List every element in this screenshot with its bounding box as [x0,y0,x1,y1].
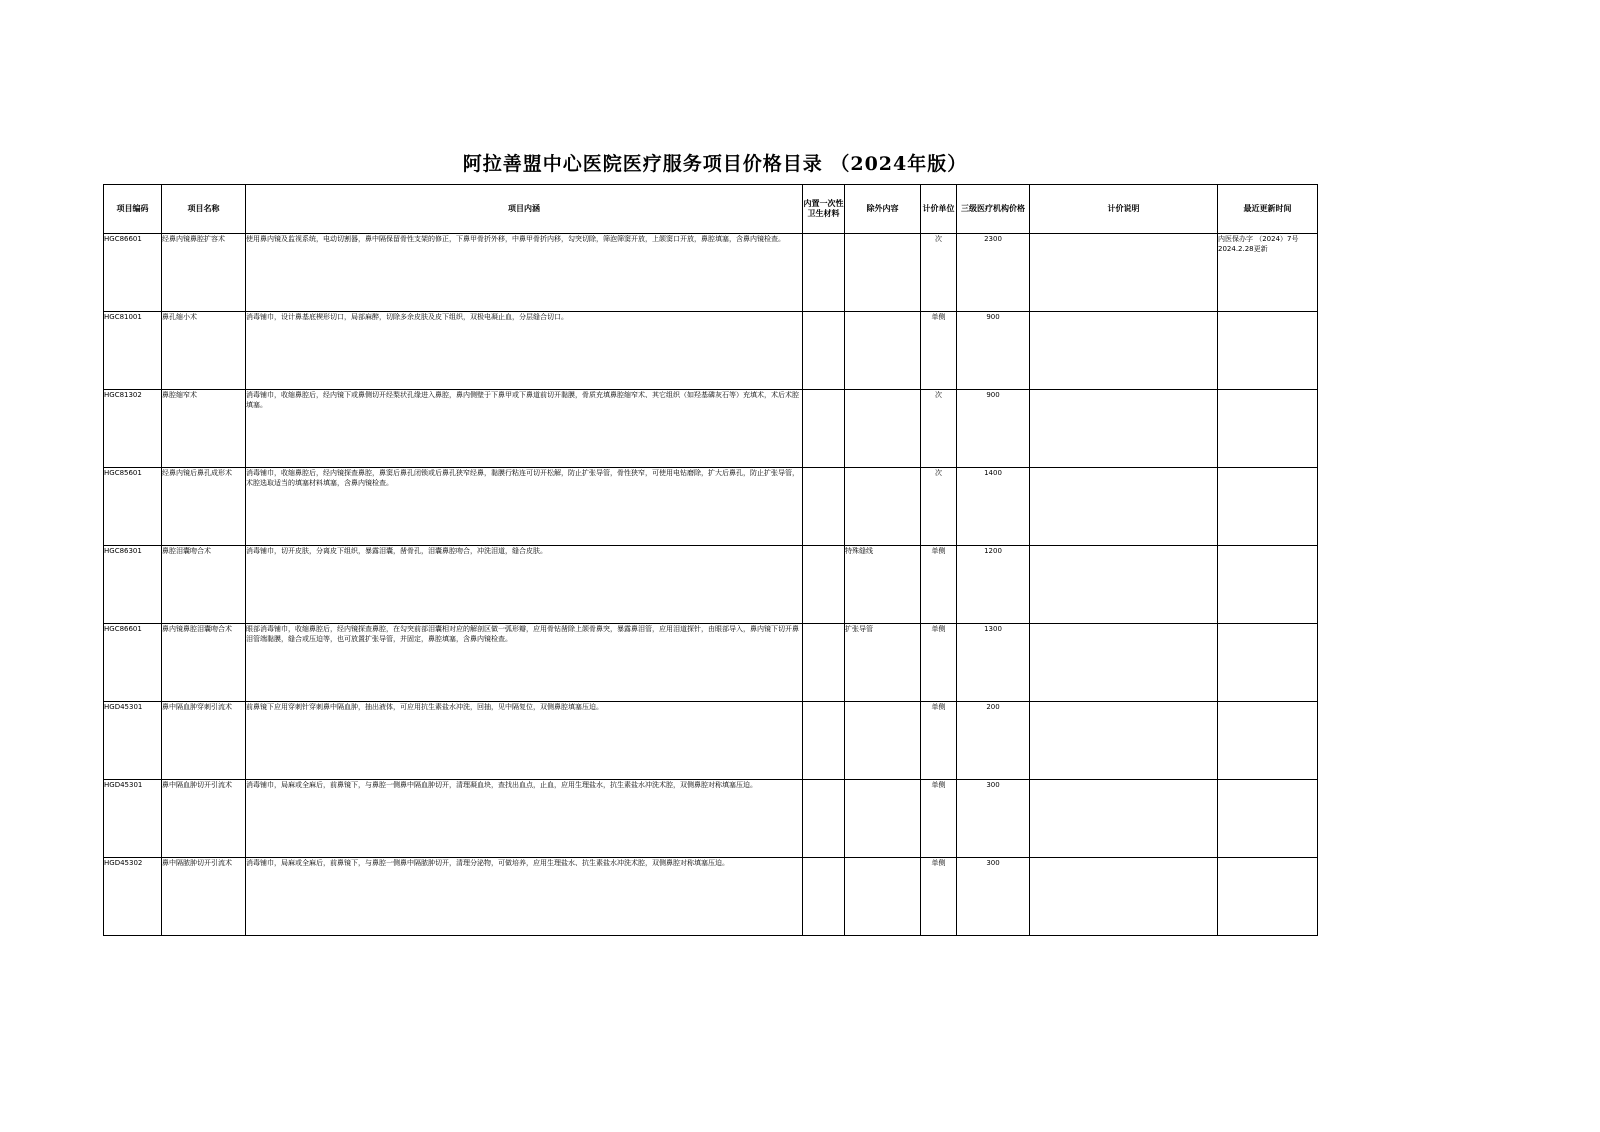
pricing-unit-cell: 次 [921,468,957,546]
item-content-cell: 消毒铺巾，收缩鼻腔后，经内镜探查鼻腔，鼻窦后鼻孔闭锁或后鼻孔狭窄经鼻，黏膜行粘连可切开松解，防止扩张导管，骨性狭窄，可使用电钻磨除，扩大后鼻孔，防止扩张导管，术腔选取适当的填塞材料填塞，含鼻内镜检查。 [246,468,803,546]
header-updated: 最近更新时间 [1218,185,1318,234]
header-code: 项目编码 [104,185,162,234]
item-code-cell: HGC86601 [104,234,162,312]
consumables-cell [803,468,845,546]
updated-time-cell [1218,780,1318,858]
item-name-cell: 鼻腔缩窄术 [162,390,246,468]
exclusions-cell [845,858,921,936]
consumables-cell [803,546,845,624]
exclusions-cell [845,780,921,858]
item-code-cell: HGD45301 [104,780,162,858]
updated-time-cell [1218,312,1318,390]
header-note: 计价说明 [1030,185,1218,234]
price-cell: 1400 [957,468,1030,546]
item-code-cell: HGC81001 [104,312,162,390]
item-content-cell: 消毒铺巾，收缩鼻腔后，经内镜下或鼻侧切开经梨状孔缘进入鼻腔，鼻内侧壁于下鼻甲或下鼻道前切开黏膜，骨质充填鼻腔缩窄术、其它组织（如羟基磷灰石等）充填术，术后术腔填塞。 [246,390,803,468]
updated-time-cell [1218,624,1318,702]
pricing-unit-cell: 单侧 [921,702,957,780]
pricing-note-cell [1030,234,1218,312]
table-row [104,702,1318,780]
consumables-cell [803,780,845,858]
consumables-cell [803,858,845,936]
item-content-cell: 眼部消毒铺巾，收缩鼻腔后，经内镜探查鼻腔，在勾突前部泪囊相对应的解剖区做一弧形瓣，应用骨钻凿除上颌骨鼻突，暴露鼻泪管，应用泪道探针，由眼部导入，鼻内镜下切开鼻泪管端黏膜，缝合或压迫等，也可放置扩张导管，并固定，鼻腔填塞，含鼻内镜检查。 [246,624,803,702]
updated-time-cell [1218,390,1318,468]
page-title: 阿拉善盟中心医院医疗服务项目价格目录 （2024年版） [462,153,968,175]
item-code-cell: HGD45301 [104,702,162,780]
item-name-cell: 鼻腔泪囊吻合术 [162,546,246,624]
consumables-cell [803,702,845,780]
consumables-cell [803,390,845,468]
consumables-cell [803,624,845,702]
header-row [104,185,1318,234]
exclusions-cell [845,468,921,546]
exclusions-cell [845,312,921,390]
exclusions-cell [845,234,921,312]
price-cell: 300 [957,858,1030,936]
exclusions-cell [845,390,921,468]
item-name-cell: 鼻内镜鼻腔泪囊吻合术 [162,624,246,702]
table-row [104,780,1318,858]
table-body [104,234,1318,936]
pricing-note-cell [1030,312,1218,390]
price-cell: 900 [957,312,1030,390]
item-code-cell: HGC85601 [104,468,162,546]
item-code-cell: HGC81302 [104,390,162,468]
item-content-cell: 前鼻镜下应用穿刺针穿刺鼻中隔血肿，抽出液体，可应用抗生素盐水冲洗，回抽，见中隔复位，双侧鼻腔填塞压迫。 [246,702,803,780]
item-content-cell: 消毒铺巾，切开皮肤，分离皮下组织，暴露泪囊，凿骨孔，泪囊鼻腔吻合，冲洗泪道，缝合皮肤。 [246,546,803,624]
table-row [104,390,1318,468]
item-name-cell: 经鼻内镜鼻腔扩容术 [162,234,246,312]
updated-time-cell [1218,468,1318,546]
item-name-cell: 鼻孔缩小术 [162,312,246,390]
pricing-unit-cell: 单侧 [921,312,957,390]
table-row [104,624,1318,702]
exclusions-cell: 特殊缝线 [845,546,921,624]
pricing-note-cell [1030,546,1218,624]
item-code-cell: HGC86301 [104,546,162,624]
item-content-cell: 消毒铺巾，局麻或全麻后，前鼻镜下，与鼻腔一侧鼻中隔血肿切开，清理凝血块，查找出血点，止血，应用生理盐水，抗生素盐水冲洗术腔，双侧鼻腔对称填塞压迫。 [246,780,803,858]
price-cell: 900 [957,390,1030,468]
price-table [103,184,1318,936]
price-cell: 200 [957,702,1030,780]
updated-time-cell [1218,858,1318,936]
table-row [104,546,1318,624]
header-exclusions: 除外内容 [845,185,921,234]
exclusions-cell: 扩张导管 [845,624,921,702]
header-price: 三级医疗机构价格 [957,185,1030,234]
pricing-note-cell [1030,624,1218,702]
updated-time-cell [1218,702,1318,780]
table-row [104,234,1318,312]
table-row [104,468,1318,546]
pricing-unit-cell: 单侧 [921,858,957,936]
item-name-cell: 鼻中隔血肿穿刺引流术 [162,702,246,780]
header-consumables: 内置一次性卫生材料 [803,185,845,234]
price-cell: 1300 [957,624,1030,702]
price-cell: 300 [957,780,1030,858]
item-name-cell: 经鼻内镜后鼻孔成形术 [162,468,246,546]
consumables-cell [803,234,845,312]
table-row [104,858,1318,936]
exclusions-cell [845,702,921,780]
pricing-note-cell [1030,780,1218,858]
header-name: 项目名称 [162,185,246,234]
pricing-note-cell [1030,468,1218,546]
item-content-cell: 消毒铺巾，局麻或全麻后，前鼻镜下，与鼻腔一侧鼻中隔脓肿切开，清理分泌物，可做培养，应用生理盐水、抗生素盐水冲洗术腔，双侧鼻腔对称填塞压迫。 [246,858,803,936]
item-content-cell: 消毒铺巾，设计鼻基底楔形切口，局部麻醉，切除多余皮肤及皮下组织，双极电凝止血，分层缝合切口。 [246,312,803,390]
pricing-unit-cell: 单侧 [921,780,957,858]
pricing-note-cell [1030,702,1218,780]
pricing-unit-cell: 单侧 [921,624,957,702]
item-code-cell: HGD45302 [104,858,162,936]
price-cell: 1200 [957,546,1030,624]
item-name-cell: 鼻中隔血肿切开引流术 [162,780,246,858]
header-content: 项目内涵 [246,185,803,234]
item-code-cell: HGC86601 [104,624,162,702]
pricing-unit-cell: 次 [921,390,957,468]
pricing-note-cell [1030,390,1218,468]
consumables-cell [803,312,845,390]
header-unit: 计价单位 [921,185,957,234]
pricing-unit-cell: 次 [921,234,957,312]
updated-time-cell: 内医保办字 （2024）7号 2024.2.28更新 [1218,234,1318,312]
item-content-cell: 使用鼻内镜及监视系统，电动切割器，鼻中隔保留骨性支架的修正，下鼻甲骨折外移，中鼻甲骨折内移，勾突切除，筛泡筛窦开放，上颌窦口开放，鼻腔填塞，含鼻内镜检查。 [246,234,803,312]
pricing-note-cell [1030,858,1218,936]
price-cell: 2300 [957,234,1030,312]
updated-time-cell [1218,546,1318,624]
table-row [104,312,1318,390]
item-name-cell: 鼻中隔脓肿切开引流术 [162,858,246,936]
pricing-unit-cell: 单侧 [921,546,957,624]
